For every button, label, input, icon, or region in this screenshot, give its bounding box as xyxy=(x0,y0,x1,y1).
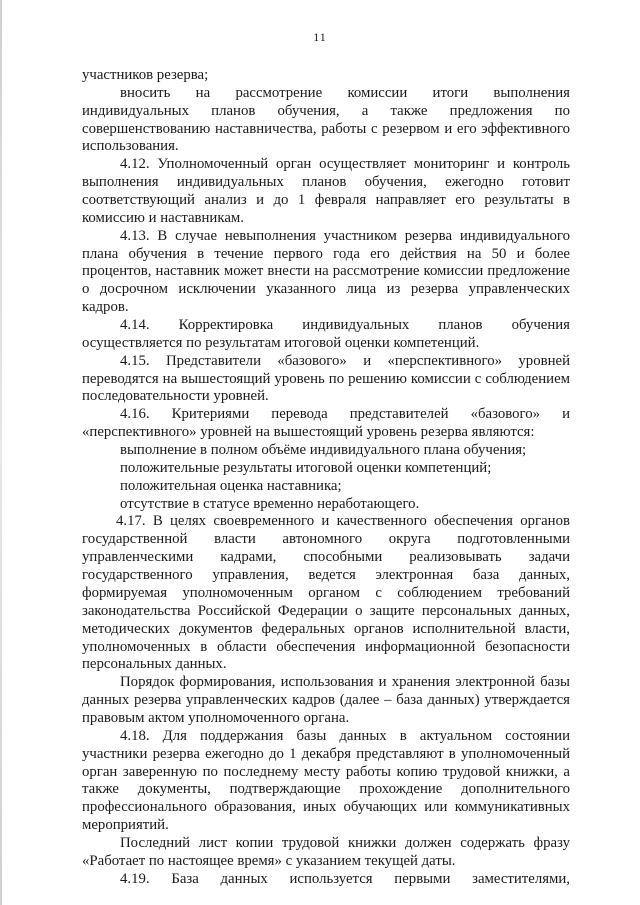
list-item: положительная оценка наставника; xyxy=(120,477,342,494)
paragraph: 4.18. Для поддержания базы данных в актуальном состоянии участники резерва ежегодно до 1 декабря представляют в уполномоченный орган заверенную по последнему месту работы копию трудовой книжки, а также документы, подтверждающие прохождение дополнительного профессионального образования, иных обучающих или коммуникативных мероприятий. xyxy=(82,727,570,834)
paragraph: 4.15. Представители «базового» и «перспективного» уровней переводятся на вышестоящий уровень по решению комиссии с соблюдением последовательности уровней. xyxy=(82,352,570,405)
paragraph: 4.19. База данных используется первыми заместителями, xyxy=(120,870,570,887)
paragraph: 4.14. Корректировка индивидуальных планов обучения осуществляется по результатам итоговой оценки компетенций. xyxy=(82,317,570,351)
paragraph: Порядок формирования, использования и хранения электронной базы данных резерва управленческих кадров (далее – база данных) утверждается правовым актом уполномоченного органа. xyxy=(82,674,570,726)
list-item: отсутствие в статусе временно неработающего. xyxy=(120,495,420,512)
document-body xyxy=(82,67,570,889)
page-number: 11 xyxy=(313,30,327,44)
list-item: положительные результаты итоговой оценки компетенций; xyxy=(120,459,492,476)
paragraph: 4.12. Уполномоченный орган осуществляет мониторинг и контроль выполнения индивидуальных планов обучения, ежегодно готовит соответствующий анализ и до 1 февраля направляет его результаты в комиссию и наставникам. xyxy=(82,156,570,226)
paragraph: 4.16. Критериями перевода представителей «базового» и «перспективного» уровней на вышестоящий уровень резерва являются: xyxy=(82,406,570,441)
paragraph: Последний лист копии трудовой книжки должен содержать фразу «Работает по настоящее время» с указанием текущей даты. xyxy=(82,834,570,869)
paragraph: участников резерва; xyxy=(82,67,209,83)
paragraph: 4.17. В целях своевременного и качественного обеспечения органов государственной власти автономного округа подготовленными управленческими кадрами, способными реализовывать задачи государственного управления, ведется электронная база данных, формируемая уполномоченным органом с соблюдением требований законодательства Российской Федерации о защите персональных данных, методических документов федеральных органов исполнительной власти, уполномоченных в области обеспечения информационной безопасности персональных данных. xyxy=(82,513,570,673)
paragraph: 4.13. В случае невыполнения участником резерва индивидуального плана обучения в течение первого года его действия на 50 и более процентов, наставник может внести на рассмотрение комиссии предложение о досрочном исключении указанного лица из резерва управленческих кадров. xyxy=(82,227,570,316)
paragraph: вносить на рассмотрение комиссии итоги выполнения индивидуальных планов обучения, а также предложения по совершенствованию наставничества, работы с резервом и его эффективного использования. xyxy=(82,84,570,155)
list-item: выполнение в полном объёме индивидуального плана обучения; xyxy=(120,442,527,459)
